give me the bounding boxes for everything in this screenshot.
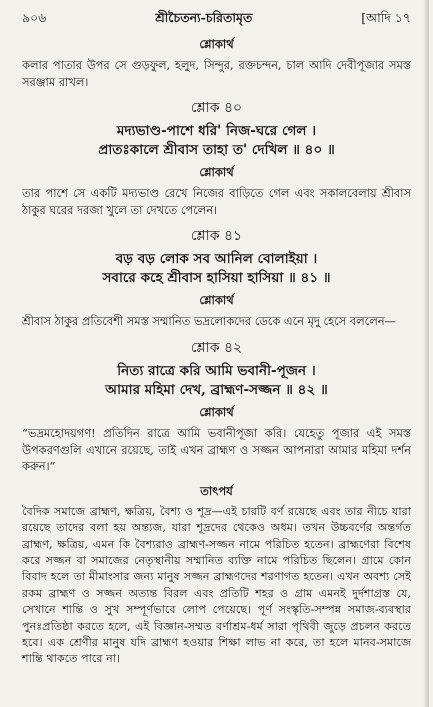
translation-text: কলার পাতার উপর সে গুড়ফুল, হলুদ, সিন্দুর, রক্তচন্দন, চাল আদি দেবীপূজার সমস্ত সরঞ্জাম রাখল। bbox=[22, 58, 411, 89]
verse-title-41: শ্লোক ৪১ bbox=[190, 228, 243, 245]
translation-label: শ্লোকার্থ bbox=[199, 404, 234, 419]
verse-line: বড় বড় লোক সব আনিল বোলাইয়া । bbox=[115, 251, 318, 268]
purport-label: তাৎপর্য bbox=[200, 483, 233, 498]
verse-line: মদ্যভাণ্ড-পাশে ধরি' নিজ-ঘরে গেল । bbox=[116, 123, 317, 140]
page-number: ৯০৬ bbox=[22, 10, 47, 25]
verse-line: প্রাতঃকালে শ্রীবাস তাহা ত' দেখিল ॥ ৪০ ॥ bbox=[98, 142, 335, 159]
translation-text: তার পাশে সে একটি মদ্যভাণ্ড রেখে নিজের বাড়িতে গেল এবং সকালবেলায় শ্রীবাস ঠাকুর ঘরের দরজা খুলে তা দেখতে পেলেন। bbox=[22, 186, 411, 217]
section-reference: [আদি ১৭ bbox=[361, 10, 411, 25]
book-title: শ্রীচৈতন্য-চরিতামৃত bbox=[155, 10, 253, 25]
translation-text: “ভদ্রমহোদয়গণ! প্রতিদিন রাত্রে আমি ভবানীপূজা করি। যেহেতু পূজার এই সমস্ত উপকরণগুলি এখানে রয়েছে, তাই এখন ব্রাহ্মণ ও সজ্জন আপনারা আমার মহিমা দর্শন করুন।” bbox=[22, 425, 411, 474]
verse-line: আমার মহিমা দেখ, ব্রাহ্মণ-সজ্জন ॥ ৪২ ॥ bbox=[105, 381, 328, 398]
verse-line: নিত্য রাত্রে করি আমি ভবানী-পূজন । bbox=[117, 362, 316, 379]
verse-title-40: শ্লোক ৪০ bbox=[190, 100, 243, 117]
purport-text: বৈদিক সমাজে ব্রাহ্মণ, ক্ষত্রিয়, বৈশ্য ও শূদ্র—এই চারটি বর্ণ রয়েছে এবং তার নীচে যারা রয়েছে তাদের বলা হয় অন্ত্যজ, যারা শূদ্রদের থেকেও অধম। তখন উচ্চবর্ণের অন্তর্গত ব্রাহ্মণ, ক্ষত্রিয়, এমন কি বৈশ্যরাও ব্রাহ্মণ-সজ্জন নামে পরিচিত হতেন। ব্রাহ্মণেরা বিশেষ করে সজ্জন বা সমাজের নেতৃস্থানীয় সম্মানিত ব্যক্তি নামে পরিচিত ছিলেন। গ্রামে কোন বিবাদ হলে তা মীমাংসার জন্য মানুষ সজ্জন ব্রাহ্মণদের শরণাগত হতেন। এখন অবশ্য সেই রকম ব্রাহ্মণ ও সজ্জন অত্যন্ত বিরল এবং প্রতিটি শহর ও গ্রাম এমনই দুর্দশাগ্রস্ত যে, সেখানে শান্তি ও সুখ সম্পূর্ণভাবে লোপ পেয়েছে। পূর্ণ সংস্কৃতি-সম্পন্ন সমাজ-ব্যবস্থার পুনঃপ্রতিষ্ঠা করতে হলে, এই বিজ্ঞান-সম্মত বর্ণাশ্রম-ধর্ম সারা পৃথিবী জুড়ে প্রচলন করতে হবে। এক শ্রেণীর মানুষ যদি ব্রাহ্মণ হওয়ার শিক্ষা লাভ না করে, তা হলে মানব-সমাজে শান্তি থাকতে পারে না। bbox=[22, 504, 411, 666]
translation-label: শ্লোকার্থ bbox=[199, 37, 234, 51]
translation-text: শ্রীবাস ঠাকুর প্রতিবেশী সমস্ত সম্মানিত ভদ্রলোকদের ডেকে এনে মৃদু হেসে বললেন— bbox=[22, 314, 396, 329]
verse-title-42: শ্লোক ৪২ bbox=[190, 339, 243, 356]
translation-label: শ্লোকার্থ bbox=[199, 293, 234, 308]
translation-label: শ্লোকার্থ bbox=[199, 165, 234, 180]
verse-line: সবারে কহে শ্রীবাস হাসিয়া হাসিয়া ॥ ৪১ ॥ bbox=[102, 270, 331, 287]
page-header bbox=[22, 10, 411, 32]
